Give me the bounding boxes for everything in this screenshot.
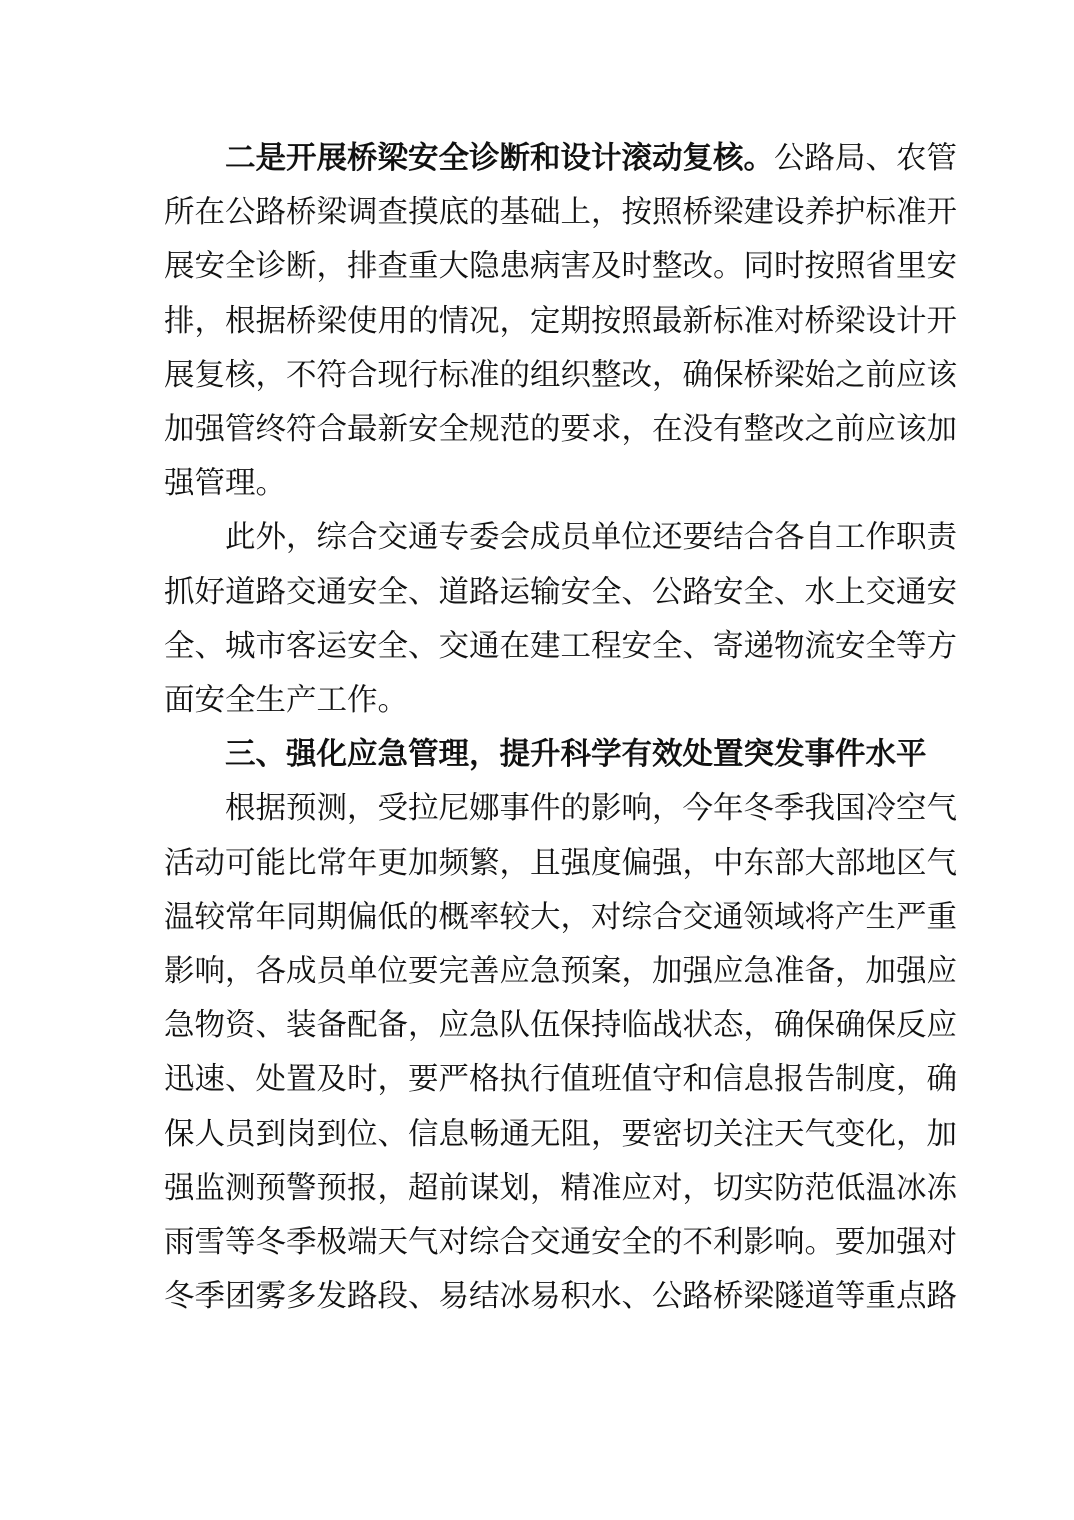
paragraph-line: 活动可能比常年更加频繁，且强度偏强，中东部大部地区气 (164, 845, 957, 881)
paragraph-bridge-safety (164, 132, 957, 511)
paragraph-emergency-response (164, 782, 957, 1324)
paragraph-line: 所在公路桥梁调查摸底的基础上，按照桥梁建设养护标准开 (164, 195, 957, 231)
paragraph-line: 此外，综合交通专委会成员单位还要结合各自工作职责 (225, 520, 957, 556)
paragraph-line: 展安全诊断，排查重大隐患病害及时整改。同时按照省里安 (164, 249, 957, 285)
paragraph-line: 迅速、处置及时，要严格执行值班值守和信息报告制度，确 (164, 1062, 957, 1098)
paragraph-line: 根据预测，受拉尼娜事件的影响，今年冬季我国冷空气 (225, 791, 957, 827)
paragraph-line: 影响，各成员单位要完善应急预案，加强应急准备，加强应 (164, 954, 957, 990)
paragraph-line: 排，根据桥梁使用的情况，定期按照最新标准对桥梁设计开 (164, 303, 957, 339)
paragraph-line: 急物资、装备配备，应急队伍保持临战状态，确保确保反应 (164, 1008, 957, 1044)
paragraph-line: 二是开展桥梁安全诊断和设计滚动复核。公路局、农管 (225, 141, 957, 176)
paragraph-line: 展复核，不符合现行标准的组织整改，确保桥梁始之前应该 (164, 357, 957, 393)
paragraph-line: 抓好道路交通安全、道路运输安全、公路安全、水上交通安 (164, 574, 957, 610)
paragraph-line: 强监测预警预报，超前谋划，精准应对，切实防范低温冰冻 (164, 1170, 957, 1206)
paragraph-line: 温较常年同期偏低的概率较大，对综合交通领域将产生严重 (164, 899, 957, 935)
paragraph-line: 强管理。 (164, 466, 286, 502)
section-heading: 三、强化应急管理，提升科学有效处置突发事件水平 (225, 737, 927, 773)
paragraph-member-units (164, 511, 957, 728)
paragraph-line: 冬季团雾多发路段、易结冰易积水、公路桥梁隧道等重点路 (164, 1279, 957, 1315)
paragraph-line: 雨雪等冬季极端天气对综合交通安全的不利影响。要加强对 (164, 1225, 957, 1261)
section-heading-emergency (164, 728, 927, 782)
paragraph-line: 全、城市客运安全、交通在建工程安全、寄递物流安全等方 (164, 628, 957, 664)
paragraph-lead-heading: 二是开展桥梁安全诊断和设计滚动复核。 (225, 141, 774, 176)
paragraph-line: 加强管终符合最新安全规范的要求，在没有整改之前应该加 (164, 412, 957, 448)
paragraph-line: 面安全生产工作。 (164, 683, 408, 719)
document-body (164, 132, 957, 1324)
paragraph-line: 保人员到岗到位、信息畅通无阻，要密切关注天气变化，加 (164, 1116, 957, 1152)
